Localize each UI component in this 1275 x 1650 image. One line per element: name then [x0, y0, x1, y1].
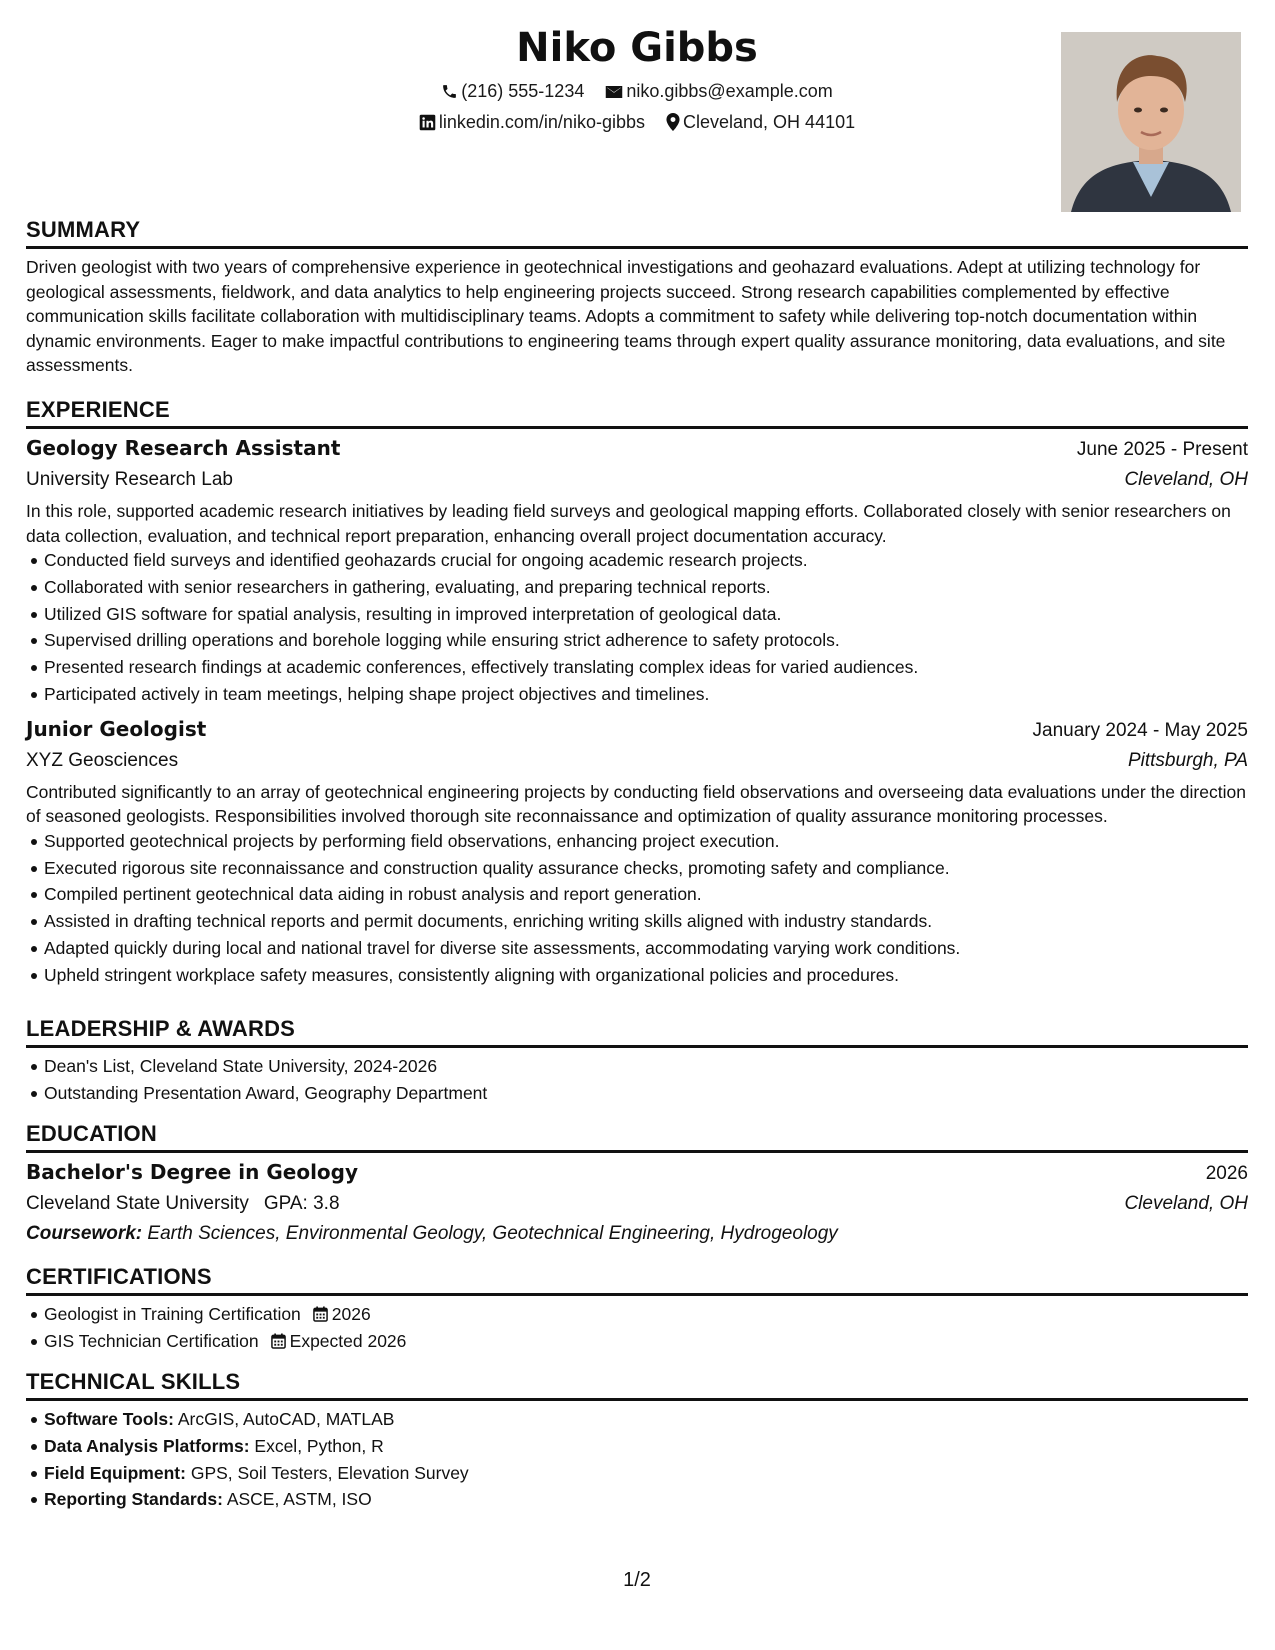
summary-section [26, 216, 1248, 378]
phone-text: (216) 555-1234 [461, 81, 585, 101]
education-header [26, 1157, 1248, 1189]
job-organization: University Research Lab [26, 469, 233, 490]
school-name: Cleveland State University [26, 1193, 249, 1214]
candidate-name: Niko Gibbs [516, 25, 758, 71]
list-item [44, 1433, 1248, 1460]
job-entry [26, 433, 1248, 708]
list-item: Assisted in drafting technical reports and permit documents, enriching writing skills aligned with industry standards. [44, 908, 1248, 935]
linkedin-text: linkedin.com/in/niko-gibbs [438, 112, 645, 132]
job-title: Geology Research Assistant [26, 436, 341, 460]
job-organization: XYZ Geosciences [26, 749, 179, 771]
skills-heading: TECHNICAL SKILLS [26, 1368, 1248, 1401]
list-item: Compiled pertinent geotechnical data aiding in robust analysis and report generation. [44, 881, 1248, 908]
skill-value: GPS, Soil Testers, Elevation Survey [190, 1462, 469, 1483]
list-item: Supported geotechnical projects by performing field observations, enhancing project execution. [44, 828, 1248, 855]
page-number: 1/2 [623, 1569, 651, 1591]
list-item [44, 1460, 1248, 1487]
skills-list [26, 1406, 1248, 1513]
list-item: Conducted field surveys and identified geohazards crucial for ongoing academic research projects. [44, 547, 1248, 574]
resume-header [26, 20, 1248, 210]
awards-section [26, 1015, 1248, 1107]
school-location: Cleveland, OH [1124, 1193, 1248, 1214]
skills-section [26, 1368, 1248, 1513]
list-item: Outstanding Presentation Award, Geography Department [44, 1080, 1248, 1107]
coursework-list: Earth Sciences, Environmental Geology, Geotechnical Engineering, Hydrogeology [147, 1223, 838, 1244]
job-bullets [26, 828, 1248, 989]
skill-value: ASCE, ASTM, ISO [226, 1489, 372, 1510]
experience-heading: EXPERIENCE [26, 396, 1248, 429]
calendar-icon [313, 1306, 328, 1322]
map-pin-icon [666, 113, 680, 131]
list-item: Collaborated with senior researchers in gathering, evaluating, and preparing technical reports. [44, 574, 1248, 601]
coursework-line [26, 1219, 1248, 1249]
job-header [26, 433, 1248, 465]
certifications-heading: CERTIFICATIONS [26, 1263, 1248, 1296]
job-bullets [26, 547, 1248, 708]
skill-label: Software Tools: [44, 1409, 174, 1429]
resume-page [26, 0, 1248, 1650]
awards-heading: LEADERSHIP & AWARDS [26, 1015, 1248, 1048]
list-item: Upheld stringent workplace safety measures, consistently aligning with organizational policies and procedures. [44, 962, 1248, 989]
linkedin-icon [419, 114, 436, 131]
education-subheader [26, 1189, 1248, 1219]
list-item [44, 1301, 1248, 1328]
summary-heading: SUMMARY [26, 216, 1248, 249]
email-text: niko.gibbs@example.com [626, 81, 833, 101]
list-item: Presented research findings at academic conferences, effectively translating complex ideas for varied audiences. [44, 654, 1248, 681]
skill-value: ArcGIS, AutoCAD, MATLAB [177, 1409, 395, 1429]
list-item [44, 1406, 1248, 1433]
job-location: Cleveland, OH [1124, 469, 1248, 490]
job-header [26, 714, 1248, 746]
calendar-icon [271, 1333, 286, 1349]
education-heading: EDUCATION [26, 1120, 1248, 1153]
job-subheader [26, 746, 1248, 776]
job-entry [26, 714, 1248, 989]
email-contact[interactable] [605, 79, 832, 103]
linkedin-contact[interactable] [419, 110, 645, 134]
phone-icon [441, 83, 458, 100]
list-item [44, 1486, 1248, 1513]
list-item: Executed rigorous site reconnaissance and construction quality assurance checks, promoting safety and compliance. [44, 855, 1248, 882]
list-item: Adapted quickly during local and national travel for diverse site assessments, accommodating varying work conditions. [44, 935, 1248, 962]
list-item: Utilized GIS software for spatial analysis, resulting in improved interpretation of geological data. [44, 601, 1248, 628]
skill-label: Data Analysis Platforms: [44, 1435, 250, 1456]
coursework-label: Coursework: [26, 1223, 143, 1244]
location-text: Cleveland, OH 44101 [683, 112, 856, 132]
experience-section [26, 396, 1248, 989]
job-dates: January 2024 - May 2025 [1032, 719, 1248, 741]
location-contact [666, 110, 855, 134]
job-location: Pittsburgh, PA [1127, 749, 1248, 771]
skill-label: Field Equipment: [44, 1462, 186, 1483]
certification-date: 2026 [331, 1304, 371, 1324]
envelope-icon [605, 84, 623, 100]
job-title: Junior Geologist [26, 716, 207, 741]
education-section [26, 1120, 1248, 1249]
job-dates: June 2025 - Present [1076, 439, 1248, 460]
job-description: Contributed significantly to an array of geotechnical engineering projects by conducting field observations and overseeing data evaluations under the direction of seasoned geologists. Responsibilities involved thorough site reconnaissance and optimization of quality assurance monitoring processes. [26, 781, 1246, 827]
job-subheader [26, 465, 1248, 495]
skill-value: Excel, Python, R [254, 1435, 384, 1456]
list-item: Participated actively in team meetings, helping shape project objectives and timelines. [44, 681, 1248, 708]
certifications-section [26, 1263, 1248, 1355]
graduation-year: 2026 [1205, 1163, 1248, 1184]
degree-title: Bachelor's Degree in Geology [26, 1160, 359, 1184]
certifications-list [26, 1301, 1248, 1355]
skill-label: Reporting Standards: [44, 1489, 223, 1510]
job-description: In this role, supported academic research initiatives by leading field surveys and geological mapping efforts. Collaborated closely with senior researchers on data collection, evaluation, and technical report preparation, enhancing overall project documentation accuracy. [26, 501, 1231, 546]
certification-name: GIS Technician Certification [44, 1330, 259, 1351]
gpa: GPA: 3.8 [263, 1193, 340, 1214]
school-name-and-gpa [26, 1189, 340, 1219]
list-item [44, 1328, 1248, 1355]
list-item: Dean's List, Cleveland State University, 2024-2026 [44, 1053, 1248, 1080]
list-item: Supervised drilling operations and borehole logging while ensuring strict adherence to safety protocols. [44, 627, 1248, 654]
certification-name: Geologist in Training Certification [44, 1304, 301, 1324]
summary-text: Driven geologist with two years of comprehensive experience in geotechnical investigations and geohazard evaluations. Adept at utilizing technology for geological assessments, fieldwork, and data analytics to help engineering projects succeed. Strong research capabilities complemented by effective communication skills facilitate collaboration with multidisciplinary teams. Adopts a commitment to safety while delivering top-notch documentation within dynamic environments. Eager to make impactful contributions to engineering teams through expert quality assurance monitoring, data evaluations, and site assessments. [26, 257, 1226, 375]
phone-contact [441, 79, 584, 103]
portrait-image [1061, 32, 1241, 212]
profile-photo [1061, 32, 1241, 212]
certification-date: Expected 2026 [289, 1330, 407, 1351]
awards-list [26, 1053, 1248, 1107]
